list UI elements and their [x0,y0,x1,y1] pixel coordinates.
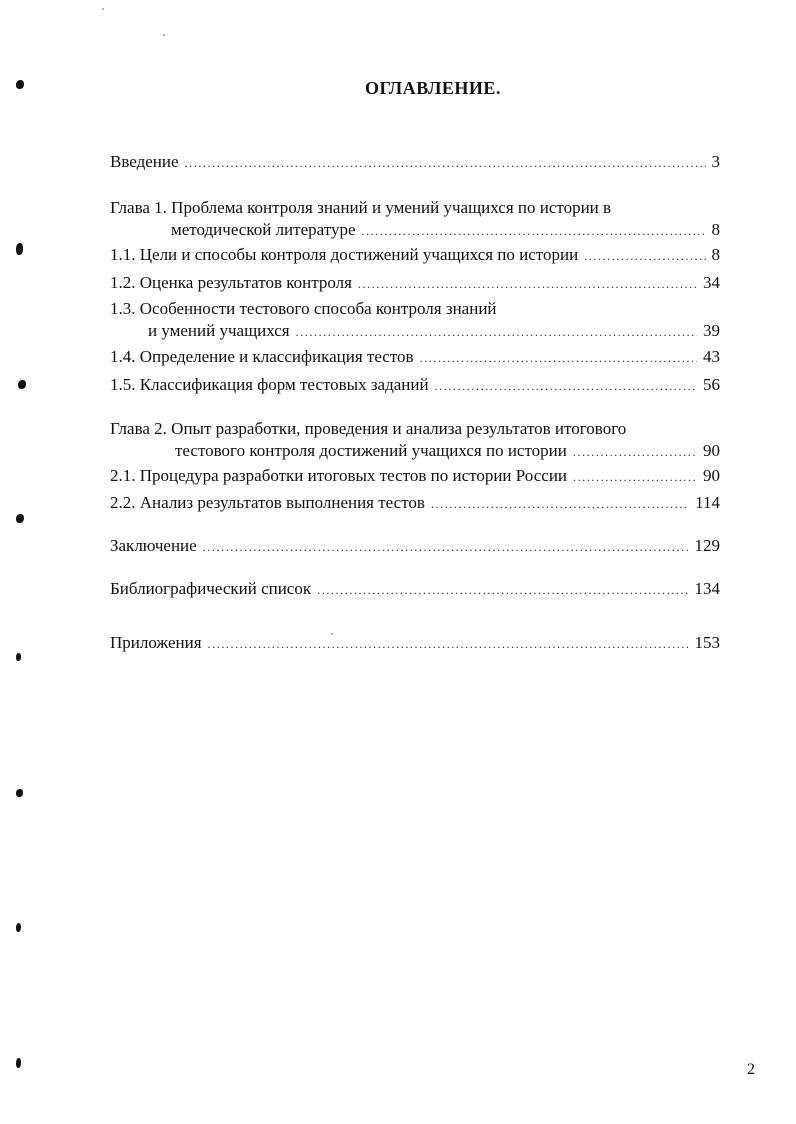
dot-leader [203,536,689,558]
toc-entry-chapter-1 [171,219,720,241]
toc-entry-title: 2.2. Анализ результатов выполнения тестов [110,493,425,512]
toc-entry-title: Приложения [110,633,202,652]
binding-mark [16,653,21,661]
toc-page-number: 34 [703,273,720,292]
binding-mark [16,923,21,932]
toc-entry-bibliography [110,578,720,600]
dot-leader [435,375,697,397]
toc-entry-1-2 [110,272,720,294]
binding-mark [16,789,23,797]
toc-entry-title: 1.5. Классификация форм тестовых заданий [110,375,429,394]
toc-entry-1-4 [110,346,720,368]
toc-entry-1-1 [110,244,720,266]
binding-mark [16,1058,21,1068]
toc-entry-title: и умений учащихся [148,321,290,340]
toc-entry-chapter-2 [175,440,720,462]
toc-section-1-3-heading: 1.3. Особенности тестового способа контроля знаний [110,299,497,318]
dot-leader [573,441,697,463]
toc-entry-1-5 [110,374,720,396]
toc-page-number: 153 [694,633,720,652]
toc-entry-conclusion [110,535,720,557]
dot-leader [584,245,705,267]
toc-page-number: 43 [703,347,720,366]
dot-leader [208,633,689,655]
scan-speck [102,8,104,10]
toc-page-number: 39 [703,321,720,340]
toc-entry-title: Введение [110,152,179,171]
scan-speck [163,34,165,36]
toc-entry-title: 1.1. Цели и способы контроля достижений учащихся по истории [110,245,579,264]
toc-page-number: 114 [695,493,720,512]
toc-entry-title: 2.1. Процедура разработки итоговых тестов по истории России [110,466,568,485]
binding-mark [18,380,26,389]
dot-leader [431,493,689,515]
dot-leader [573,466,697,488]
toc-entry-intro [110,151,720,173]
page-number: 2 [747,1061,755,1078]
binding-mark [16,243,23,255]
toc-entry-2-1 [110,465,720,487]
toc-page-number: 90 [703,441,720,460]
toc-entry-title: 1.2. Оценка результатов контроля [110,273,352,292]
toc-entry-title: Библиографический список [110,579,312,598]
binding-mark [16,514,24,523]
toc-page-number: 90 [703,466,720,485]
toc-entry-title: Заключение [110,536,197,555]
toc-entry-appendix [110,632,720,654]
dot-leader [185,152,706,174]
toc-page-number: 56 [703,375,720,394]
toc-chapter-2-heading: Глава 2. Опыт разработки, проведения и анализа результатов итогового [110,419,627,438]
toc-page-number: 8 [711,220,720,239]
toc-page-number: 129 [694,536,720,555]
toc-page-number: 8 [711,245,720,264]
dot-leader [362,220,706,242]
toc-entry-title: тестового контроля достижений учащихся по истории [175,441,567,460]
toc-page-number: 134 [694,579,720,598]
toc-entry-1-3 [148,320,720,342]
toc-entry-2-2 [110,492,720,514]
dot-leader [420,347,697,369]
toc-entry-title: 1.4. Определение и классификация тестов [110,347,414,366]
toc-page-number: 3 [711,152,720,171]
dot-leader [296,321,697,343]
toc-chapter-1-heading: Глава 1. Проблема контроля знаний и умений учащихся по истории в [110,198,612,217]
toc-entry-title: методической литературе [171,220,356,239]
dot-leader [358,273,697,295]
page-title: ОГЛАВЛЕНИЕ. [365,78,501,98]
dot-leader [317,579,688,601]
